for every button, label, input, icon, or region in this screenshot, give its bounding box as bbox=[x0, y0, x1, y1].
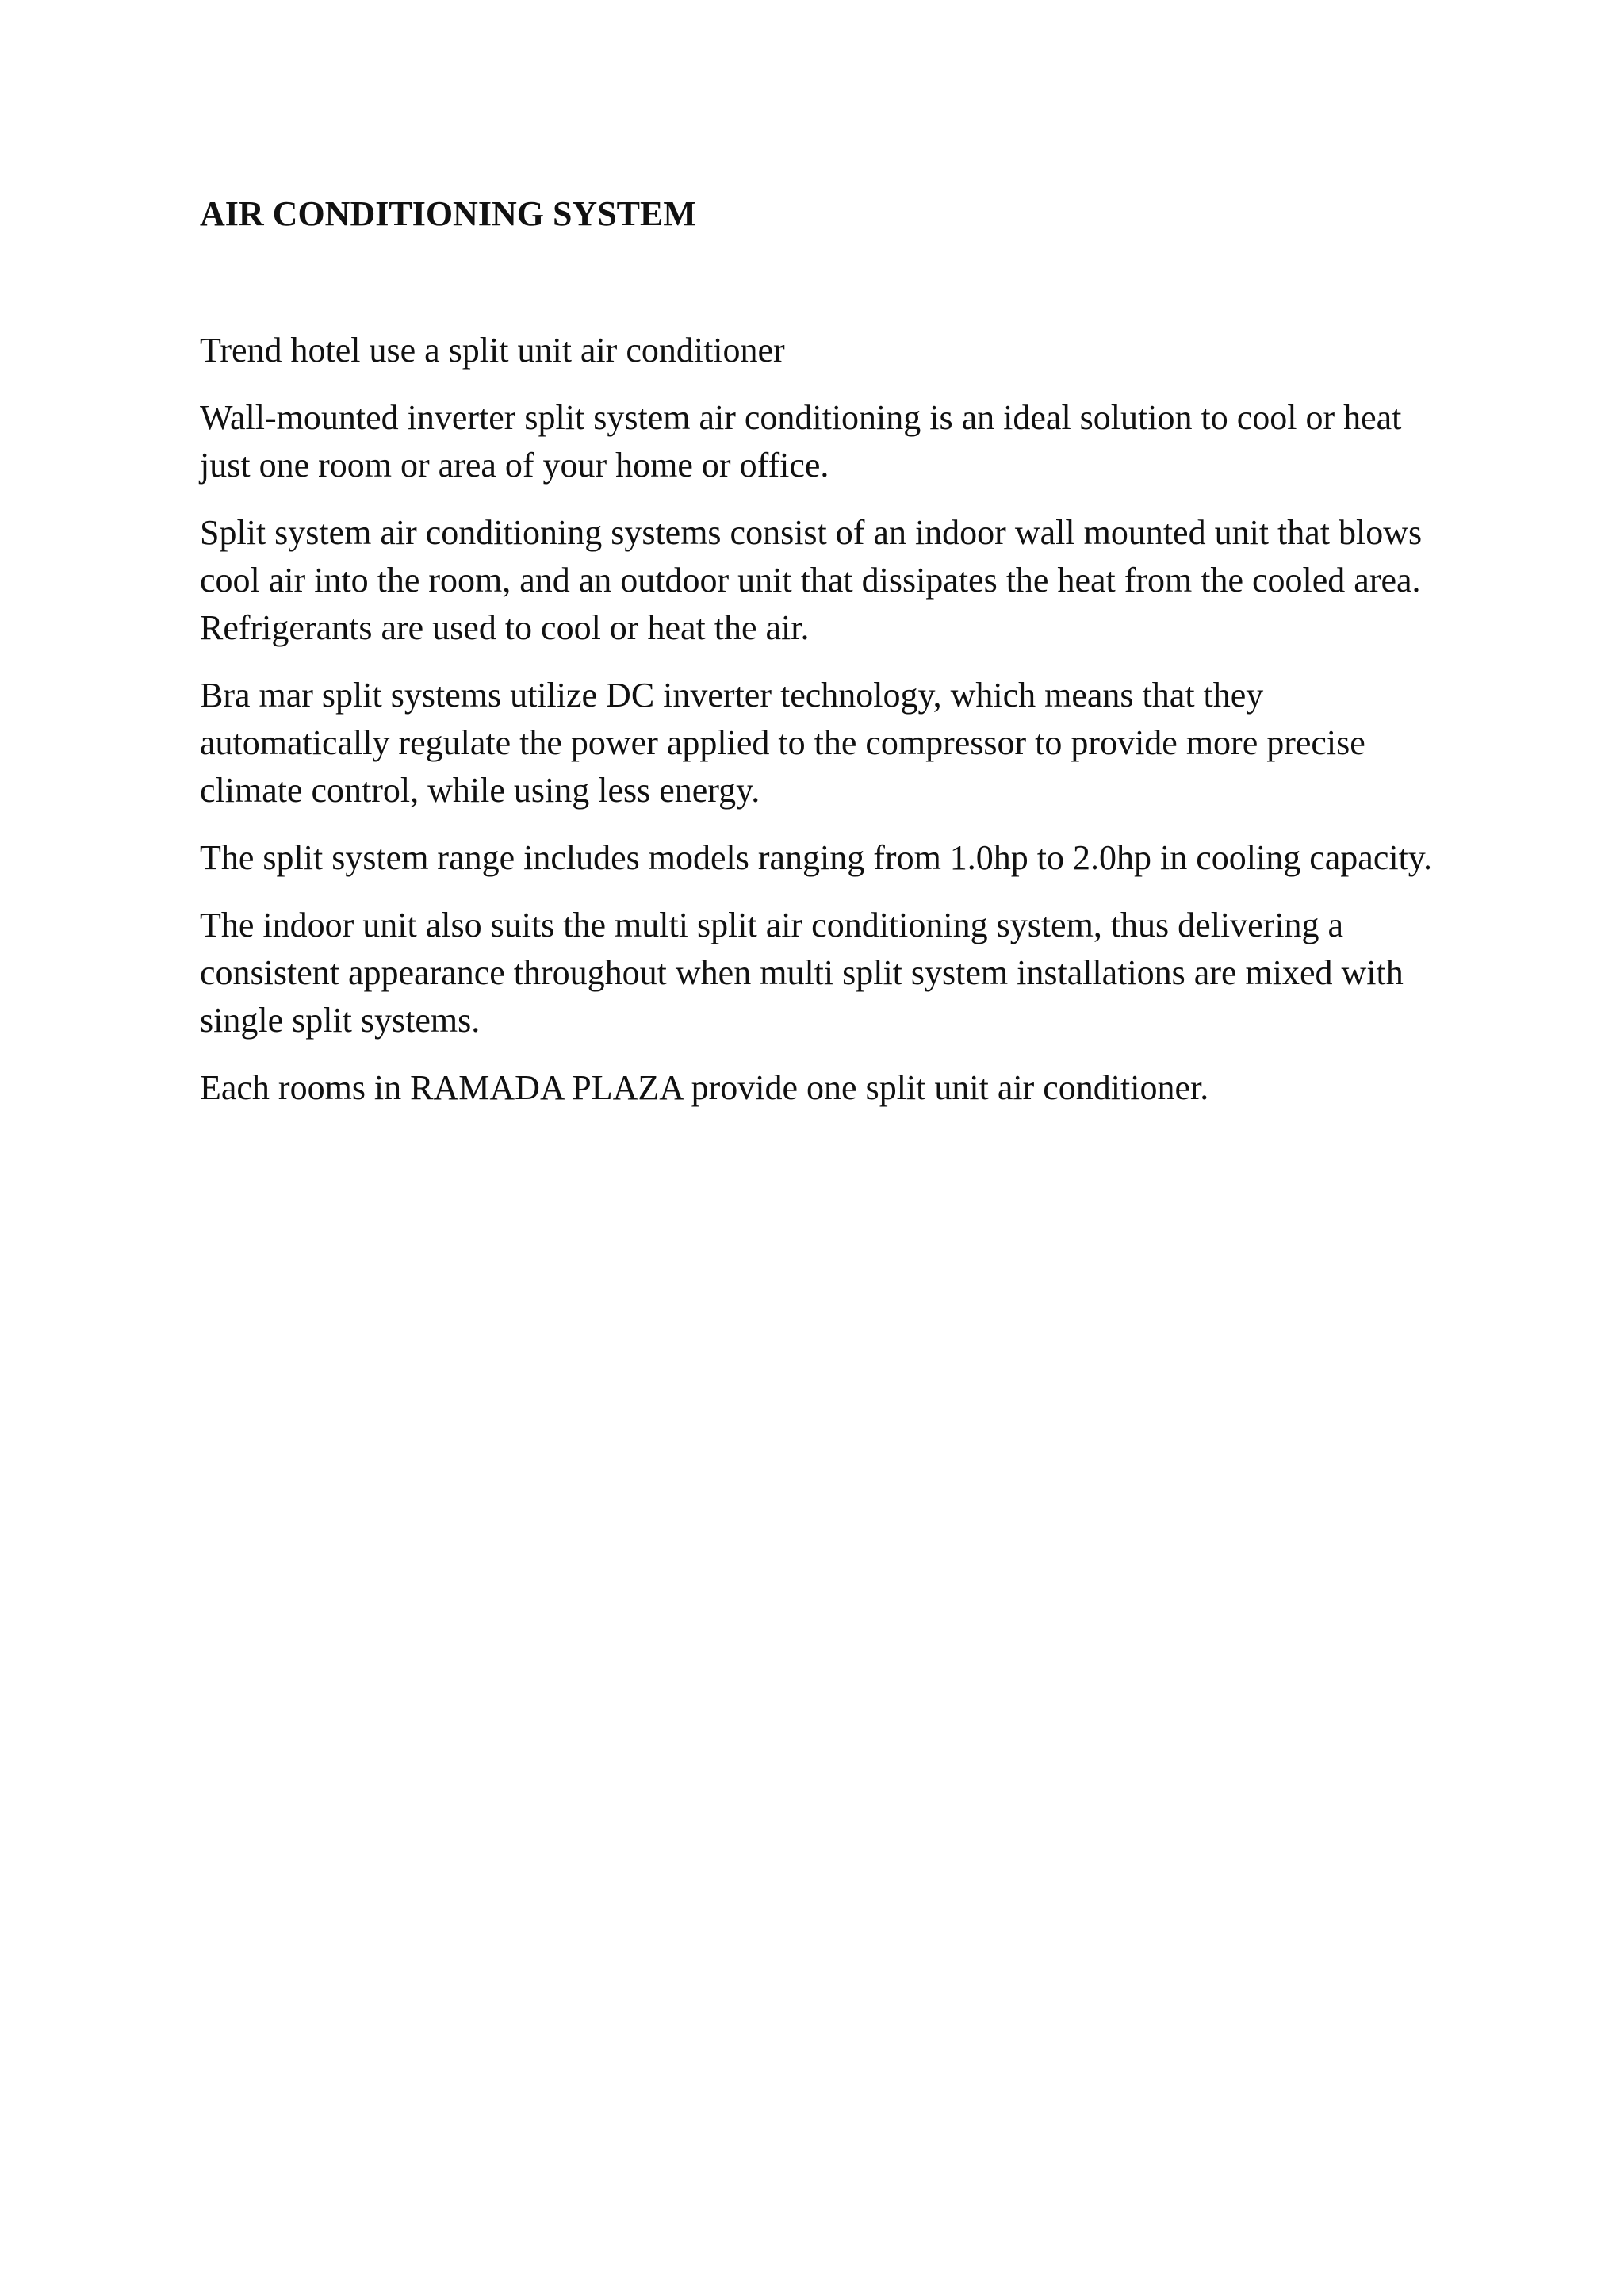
paragraph-inverter-technology: Bra mar split systems utilize DC inverter technology, which means that they automatically regulate the power applied to the compressor to provide more precise climate control, while using less energy. bbox=[200, 676, 1365, 810]
paragraph-split-unit-usage: Trend hotel use a split unit air conditioner bbox=[200, 331, 785, 370]
paragraph-ramada-plaza: Each rooms in RAMADA PLAZA provide one split unit air conditioner. bbox=[200, 1068, 1209, 1107]
document-title: AIR CONDITIONING SYSTEM bbox=[200, 194, 696, 233]
document-content bbox=[200, 190, 1437, 1132]
paragraph-split-system-components: Split system air conditioning systems consist of an indoor wall mounted unit that blows cool air into the room, and an outdoor unit that dissipates the heat from the cooled area. Refrigerants are used to cool or heat the air. bbox=[200, 513, 1423, 647]
document-body bbox=[200, 327, 1437, 1112]
paragraph-wall-mounted: Wall-mounted inverter split system air conditioning is an ideal solution to cool or heat just one room or area of your home or office. bbox=[200, 398, 1402, 485]
paragraph-multi-split: The indoor unit also suits the multi split air conditioning system, thus delivering a consistent appearance throughout when multi split system installations are mixed with single split systems. bbox=[200, 906, 1404, 1040]
paragraph-capacity-range: The split system range includes models ranging from 1.0hp to 2.0hp in cooling capacity. bbox=[200, 838, 1432, 877]
